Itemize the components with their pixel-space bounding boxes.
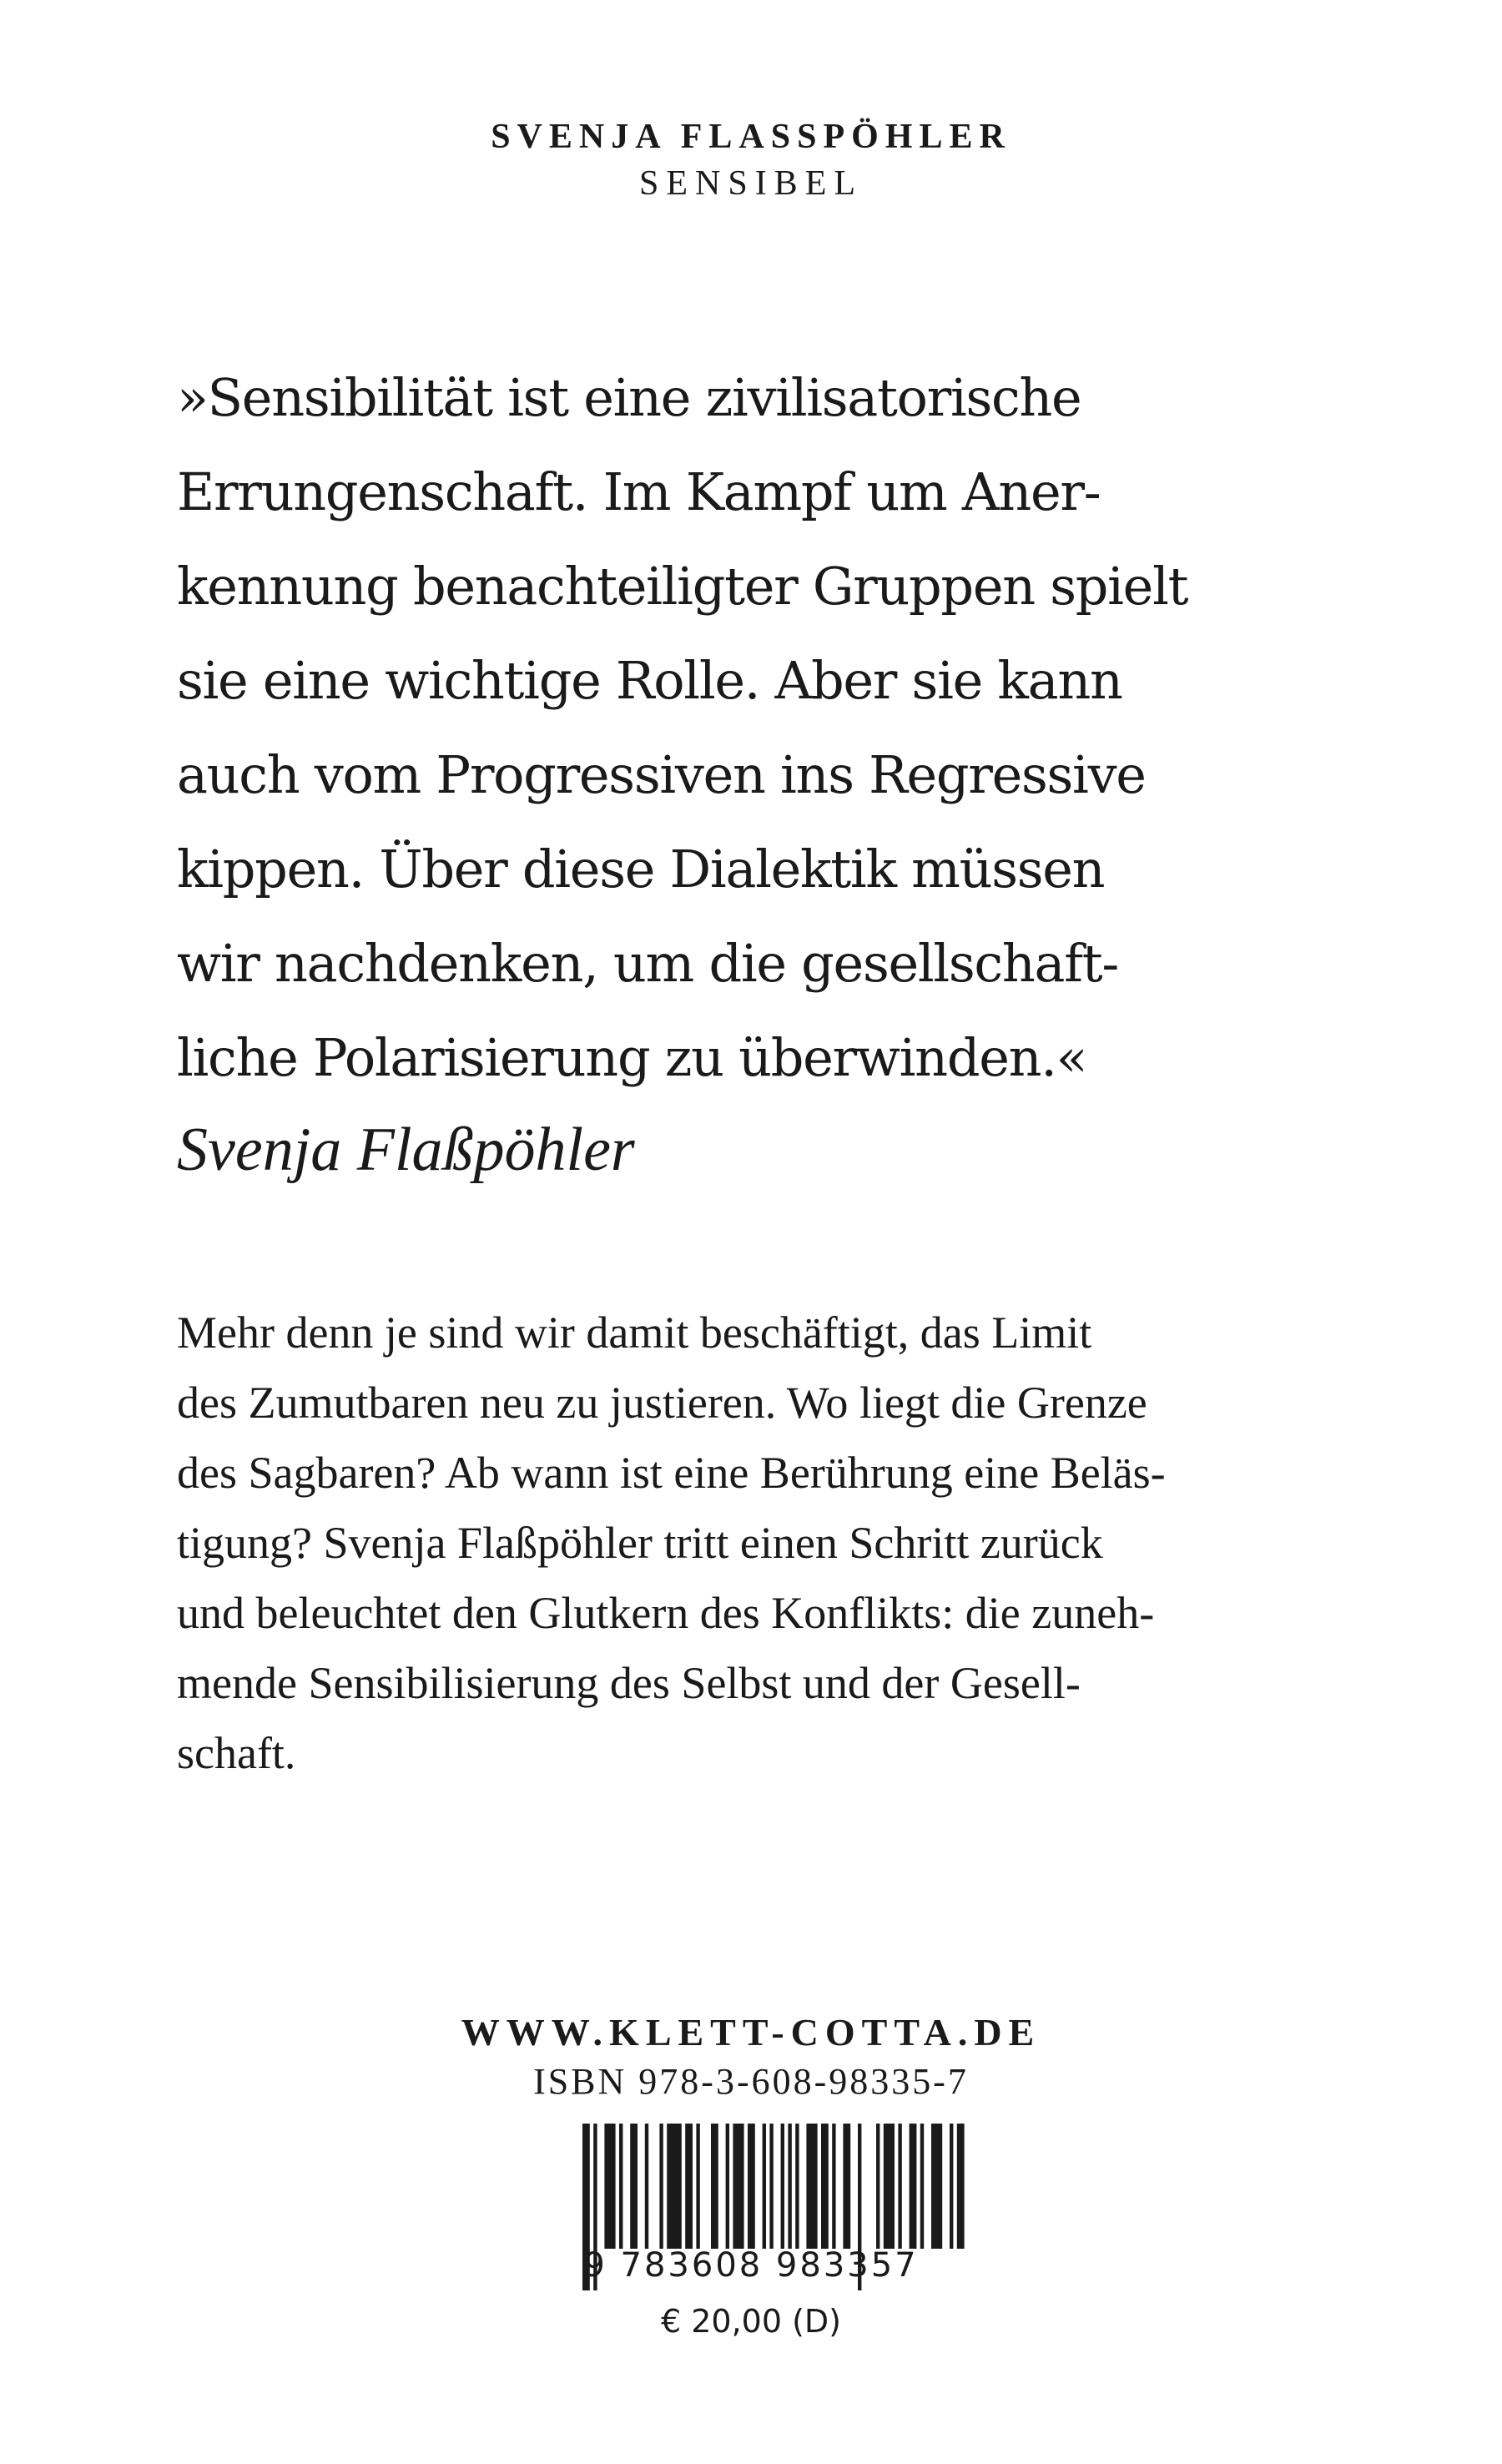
barcode-bar (931, 2124, 942, 2249)
blurb-line: des Sagbaren? Ab wann ist eine Berührung eine Beläs- (177, 1448, 1166, 1498)
barcode-bar (659, 2124, 663, 2249)
barcode-bar (667, 2124, 682, 2249)
barcode-bar (604, 2124, 615, 2249)
barcode-bar (843, 2124, 850, 2249)
blurb-line: schaft. (177, 1728, 296, 1778)
price: € 20,00 (D) (660, 2303, 842, 2340)
barcode-bar (619, 2124, 622, 2249)
barcode-bar (769, 2124, 773, 2249)
barcode-bar (788, 2124, 791, 2249)
barcode-bar (726, 2124, 729, 2249)
blurb-line: und beleuchtet den Glutkern des Konflikts: die zuneh- (177, 1588, 1155, 1638)
quote-attribution: Svenja Flaßpöhler (177, 1116, 635, 1184)
barcode-bar (630, 2124, 638, 2249)
blurb-line: des Zumutbaren neu zu justieren. Wo liegt die Grenze (177, 1378, 1147, 1428)
barcode-bar (876, 2124, 880, 2249)
barcode-bar (910, 2124, 917, 2249)
blurb-text (177, 1298, 1379, 1788)
quote-line: kennung benachteiligter Gruppen spielt (177, 556, 1188, 617)
barcode-bar (884, 2124, 895, 2249)
quote-line: sie eine wichtige Rolle. Aber sie kann (177, 650, 1122, 711)
barcode-bar (781, 2124, 784, 2249)
quote-line: liche Polarisierung zu überwinden.« (177, 1027, 1087, 1088)
barcode-bar (696, 2124, 699, 2249)
quote-line: Errungenschaft. Im Kampf um Aner- (177, 461, 1101, 522)
barcode-bar (957, 2124, 965, 2249)
barcode-bar (832, 2124, 835, 2249)
barcode-bar (685, 2124, 693, 2249)
blurb-line: tigung? Svenja Flaßpöhler tritt einen Schritt zurück (177, 1518, 1103, 1568)
author-name: SVENJA FLASSPÖHLER (491, 118, 1011, 156)
barcode-bar (748, 2124, 755, 2249)
book-title: SENSIBEL (638, 164, 863, 203)
quote-block (177, 350, 1379, 1192)
quote-line: kippen. Über diese Dialektik müssen (177, 839, 1105, 899)
barcode-bar (763, 2124, 766, 2249)
barcode-bar (920, 2124, 924, 2249)
barcode-bar (821, 2124, 829, 2249)
barcode-bar (898, 2124, 901, 2249)
barcode-bar (806, 2124, 817, 2249)
quote-line: wir nachdenken, um die gesellschaft- (177, 933, 1119, 994)
barcode-bar (950, 2124, 953, 2249)
barcode-bar (733, 2124, 743, 2249)
barcode-number: 9 783608 983357 (583, 2246, 919, 2285)
barcode-bar (795, 2124, 799, 2249)
blurb-line: mende Sensibilisierung des Selbst und der Gesell- (177, 1658, 1081, 1708)
quote-line: auch vom Progressiven ins Regressive (177, 744, 1146, 805)
blurb-line: Mehr denn je sind wir damit beschäftigt, das Limit (177, 1308, 1092, 1358)
isbn: ISBN 978-3-608-98335-7 (533, 2061, 969, 2102)
publisher-website: WWW.KLETT-COTTA.DE (461, 2011, 1041, 2053)
barcode-bar (645, 2124, 648, 2249)
barcode-bar (711, 2124, 718, 2249)
quote-line: »Sensibilität ist eine zivilisatorische (177, 367, 1081, 428)
